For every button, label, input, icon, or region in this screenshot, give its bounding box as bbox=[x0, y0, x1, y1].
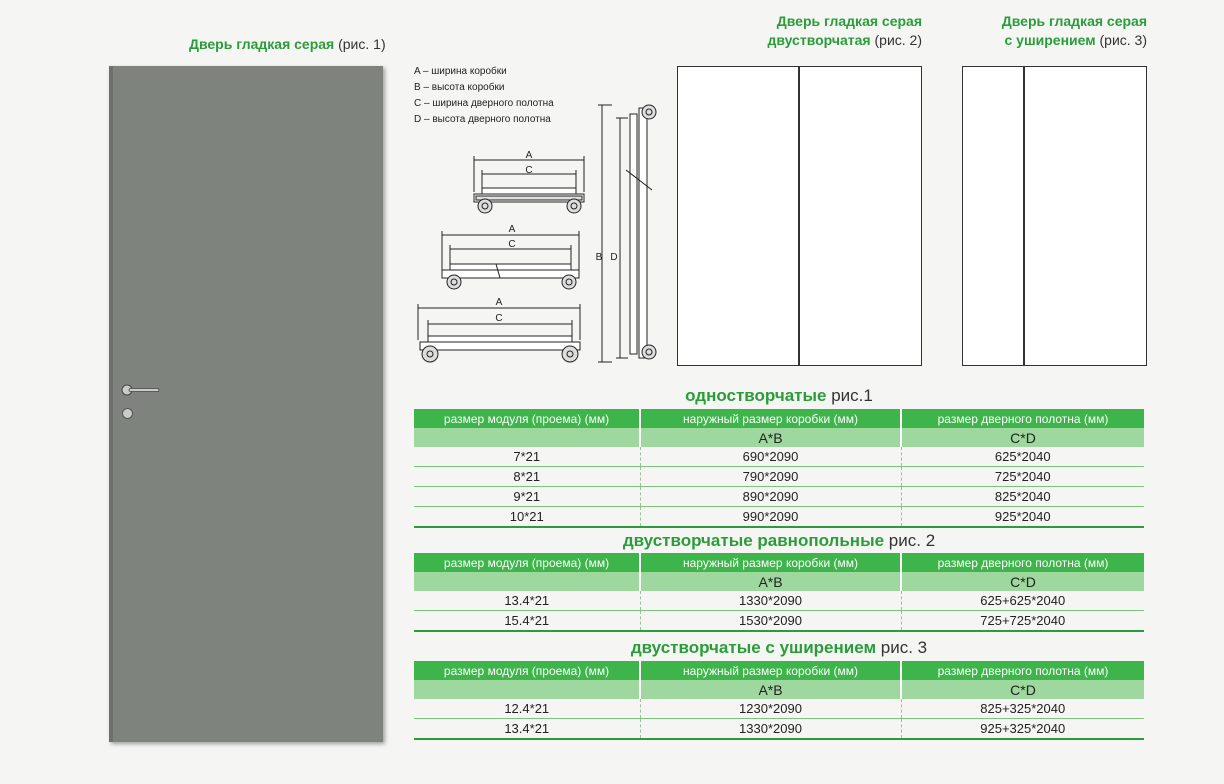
fig2-ref: (рис. 2) bbox=[874, 32, 922, 48]
door-lock-icon bbox=[122, 408, 133, 419]
spec-table-single bbox=[414, 409, 1144, 528]
section-ref: рис. 2 bbox=[888, 531, 936, 550]
cell-leaf: 825+325*2040 bbox=[901, 699, 1144, 719]
cell-leaf: 925+325*2040 bbox=[901, 719, 1144, 740]
table-row bbox=[414, 487, 1144, 507]
fig3-title-line1: Дверь гладкая серая bbox=[1001, 13, 1147, 29]
table-row bbox=[414, 719, 1144, 740]
table-row bbox=[414, 699, 1144, 719]
cell-module: 13.4*21 bbox=[414, 591, 640, 611]
cell-leaf: 825*2040 bbox=[901, 487, 1144, 507]
door-edge bbox=[109, 66, 113, 742]
cell-module: 12.4*21 bbox=[414, 699, 640, 719]
spec-table-double bbox=[414, 553, 1144, 632]
sub-header: A*B bbox=[640, 680, 901, 699]
section-title-wide bbox=[414, 638, 1144, 658]
column-header: размер модуля (проема) (мм) bbox=[414, 661, 640, 680]
door-handle-icon bbox=[121, 384, 161, 396]
sub-header: A*B bbox=[640, 428, 901, 447]
section-ref: рис.1 bbox=[831, 386, 873, 405]
section-title-double bbox=[414, 531, 1144, 551]
section-title-text: одностворчатые bbox=[685, 386, 827, 405]
frame-section-vertical bbox=[595, 105, 656, 362]
section-title-text: двустворчатые равнопольные bbox=[622, 531, 885, 550]
table-row bbox=[414, 591, 1144, 611]
label-c: C bbox=[508, 239, 516, 250]
table-row bbox=[414, 467, 1144, 487]
fig3-wide-door-drawing bbox=[962, 66, 1147, 366]
sub-header-empty bbox=[414, 428, 640, 447]
fig3-title bbox=[940, 12, 1147, 50]
cell-leaf: 625*2040 bbox=[901, 447, 1144, 467]
fig1-ref: (рис. 1) bbox=[338, 36, 386, 52]
section-ref: рис. 3 bbox=[880, 638, 928, 657]
label-b: B bbox=[595, 252, 603, 263]
label-c: C bbox=[495, 313, 503, 324]
cell-frame: 1530*2090 bbox=[640, 611, 901, 632]
fig1-title-text: Дверь гладкая серая bbox=[189, 36, 335, 52]
fig2-title-line2: двустворчатая bbox=[767, 32, 871, 48]
fig2-double-door-drawing bbox=[677, 66, 922, 366]
column-header: размер модуля (проема) (мм) bbox=[414, 553, 640, 572]
cell-module: 9*21 bbox=[414, 487, 640, 507]
label-c: C bbox=[525, 165, 533, 176]
legend-item: A – ширина коробки bbox=[414, 66, 507, 77]
sub-header: A*B bbox=[640, 572, 901, 591]
legend-item: D – высота дверного полотна bbox=[414, 114, 551, 125]
column-header: размер модуля (проема) (мм) bbox=[414, 409, 640, 428]
cell-frame: 990*2090 bbox=[640, 507, 901, 528]
legend-item: B – высота коробки bbox=[414, 82, 505, 93]
label-a: A bbox=[495, 297, 503, 308]
fig3-ref: (рис. 3) bbox=[1099, 32, 1147, 48]
fig3-title-line2: с уширением bbox=[1004, 32, 1096, 48]
spec-table-wide bbox=[414, 661, 1144, 740]
cell-module: 8*21 bbox=[414, 467, 640, 487]
table-row bbox=[414, 507, 1144, 528]
cell-frame: 1330*2090 bbox=[640, 719, 901, 740]
table-row bbox=[414, 611, 1144, 632]
cell-frame: 1230*2090 bbox=[640, 699, 901, 719]
cell-frame: 1330*2090 bbox=[640, 591, 901, 611]
column-header: размер дверного полотна (мм) bbox=[901, 409, 1144, 428]
cell-module: 7*21 bbox=[414, 447, 640, 467]
cell-module: 13.4*21 bbox=[414, 719, 640, 740]
fig2-title bbox=[700, 12, 922, 50]
cell-module: 15.4*21 bbox=[414, 611, 640, 632]
cell-frame: 890*2090 bbox=[640, 487, 901, 507]
cell-leaf: 725+725*2040 bbox=[901, 611, 1144, 632]
cell-frame: 690*2090 bbox=[640, 447, 901, 467]
fig2-leaf-divider bbox=[798, 67, 800, 365]
frame-diagram bbox=[412, 100, 667, 372]
cell-leaf: 925*2040 bbox=[901, 507, 1144, 528]
fig3-leaf-divider bbox=[1023, 67, 1025, 365]
cell-frame: 790*2090 bbox=[640, 467, 901, 487]
label-d: D bbox=[610, 252, 618, 263]
door-image bbox=[109, 66, 383, 742]
sub-header-empty bbox=[414, 680, 640, 699]
column-header: наружный размер коробки (мм) bbox=[640, 409, 901, 428]
column-header: размер дверного полотна (мм) bbox=[901, 553, 1144, 572]
label-a: A bbox=[508, 224, 516, 235]
section-title-text: двустворчатые с уширением bbox=[630, 638, 877, 657]
sub-header: C*D bbox=[901, 680, 1144, 699]
table-row bbox=[414, 447, 1144, 467]
column-header: наружный размер коробки (мм) bbox=[640, 661, 901, 680]
fig2-title-line1: Дверь гладкая серая bbox=[776, 13, 922, 29]
cell-module: 10*21 bbox=[414, 507, 640, 528]
sub-header-empty bbox=[414, 572, 640, 591]
legend-item: C – ширина дверного полотна bbox=[414, 98, 554, 109]
cell-leaf: 725*2040 bbox=[901, 467, 1144, 487]
column-header: размер дверного полотна (мм) bbox=[901, 661, 1144, 680]
fig1-title bbox=[189, 36, 386, 52]
section-title-single bbox=[414, 386, 1144, 406]
sub-header: C*D bbox=[901, 572, 1144, 591]
sub-header: C*D bbox=[901, 428, 1144, 447]
cell-leaf: 625+625*2040 bbox=[901, 591, 1144, 611]
column-header: наружный размер коробки (мм) bbox=[640, 553, 901, 572]
label-a: A bbox=[525, 150, 533, 161]
